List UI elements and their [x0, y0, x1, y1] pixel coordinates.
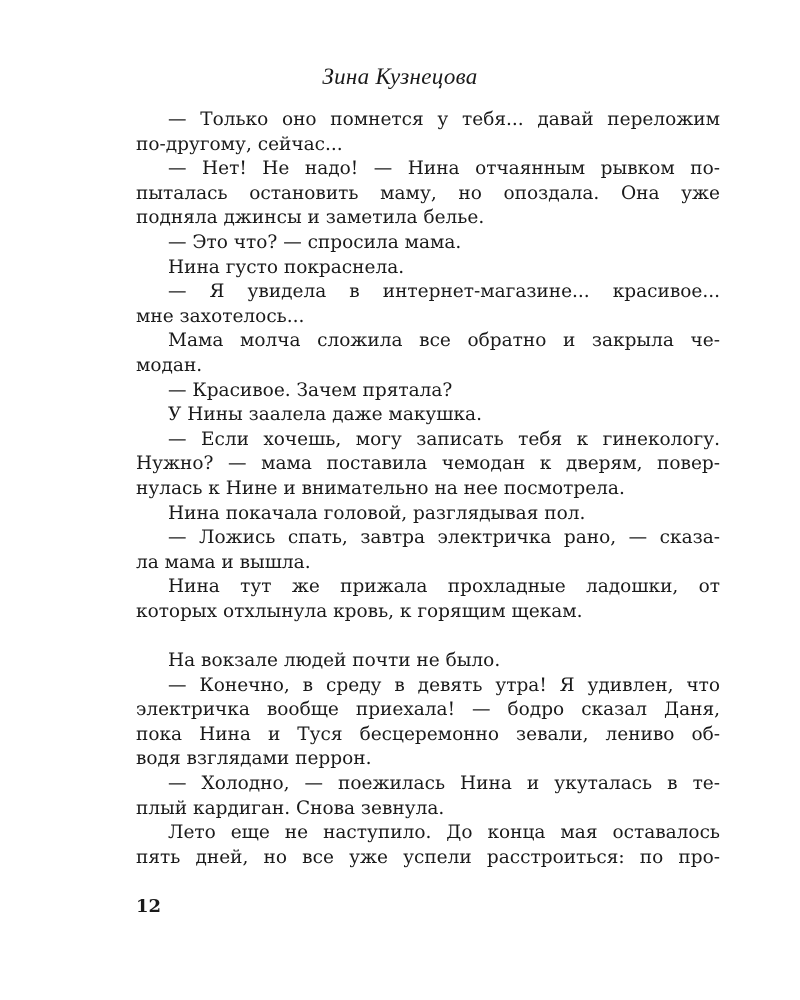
text-line: нулась к Нине и внимательно на нее посмотрела.	[136, 477, 625, 499]
text-line: пять дней, но все уже успели расстроиться: по про-	[136, 846, 720, 868]
text-line: Нина тут же прижала прохладные ладошки, от	[168, 576, 720, 598]
text-line: — Конечно, в среду в девять утра! Я удивлен, что	[168, 674, 720, 696]
text-line: — Если хочешь, могу записать тебя к гинекологу.	[168, 428, 720, 450]
text-line: плый кардиган. Снова зевнула.	[136, 797, 445, 819]
text-line: мне захотелось...	[136, 305, 305, 327]
text-line: по-другому, сейчас...	[136, 133, 343, 155]
text-line: Нужно? — мама поставила чемодан к дверям, повер-	[136, 453, 720, 475]
text-line: пока Нина и Туся бесцеремонно зевали, лениво об-	[136, 723, 720, 745]
text-line: — Я увидела в интернет-магазине... красивое...	[168, 281, 720, 303]
text-line: электричка вообще приехала! — бодро сказал Даня,	[136, 699, 720, 721]
text-line: модан.	[136, 354, 203, 376]
text-line: подняла джинсы и заметила белье.	[136, 207, 485, 229]
text-line: Нина густо покраснела.	[168, 256, 405, 278]
text-line: — Красивое. Зачем прятала?	[168, 379, 453, 401]
text-line: Лето еще не наступило. До конца мая оставалось	[168, 822, 720, 844]
text-line: На вокзале людей почти не было.	[168, 650, 501, 672]
body-text	[136, 108, 720, 870]
text-line: — Холодно, — поежилась Нина и укуталась в те-	[168, 773, 720, 795]
text-line: Нина покачала головой, разглядывая пол.	[168, 502, 586, 524]
text-line: пыталась остановить маму, но опоздала. Она уже	[136, 182, 720, 204]
text-line: Мама молча сложила все обратно и закрыла че-	[168, 330, 720, 352]
text-line: ла мама и вышла.	[136, 551, 311, 573]
text-line: водя взглядами перрон.	[136, 748, 372, 770]
page-number: 12	[136, 896, 162, 917]
text-line: — Ложись спать, завтра электричка рано, — сказа-	[168, 527, 720, 549]
text-line: У Нины заалела даже макушка.	[168, 404, 482, 426]
text-line: — Только оно помнется у тебя... давай переложим	[168, 109, 720, 130]
section-break	[136, 624, 720, 649]
running-header-author: Зина Кузнецова	[322, 64, 478, 89]
text-line: которых отхлынула кровь, к горящим щекам.	[136, 600, 583, 622]
text-line: — Нет! Не надо! — Нина отчаянным рывком по-	[168, 158, 720, 180]
text-line: — Это что? — спросила мама.	[168, 231, 462, 253]
